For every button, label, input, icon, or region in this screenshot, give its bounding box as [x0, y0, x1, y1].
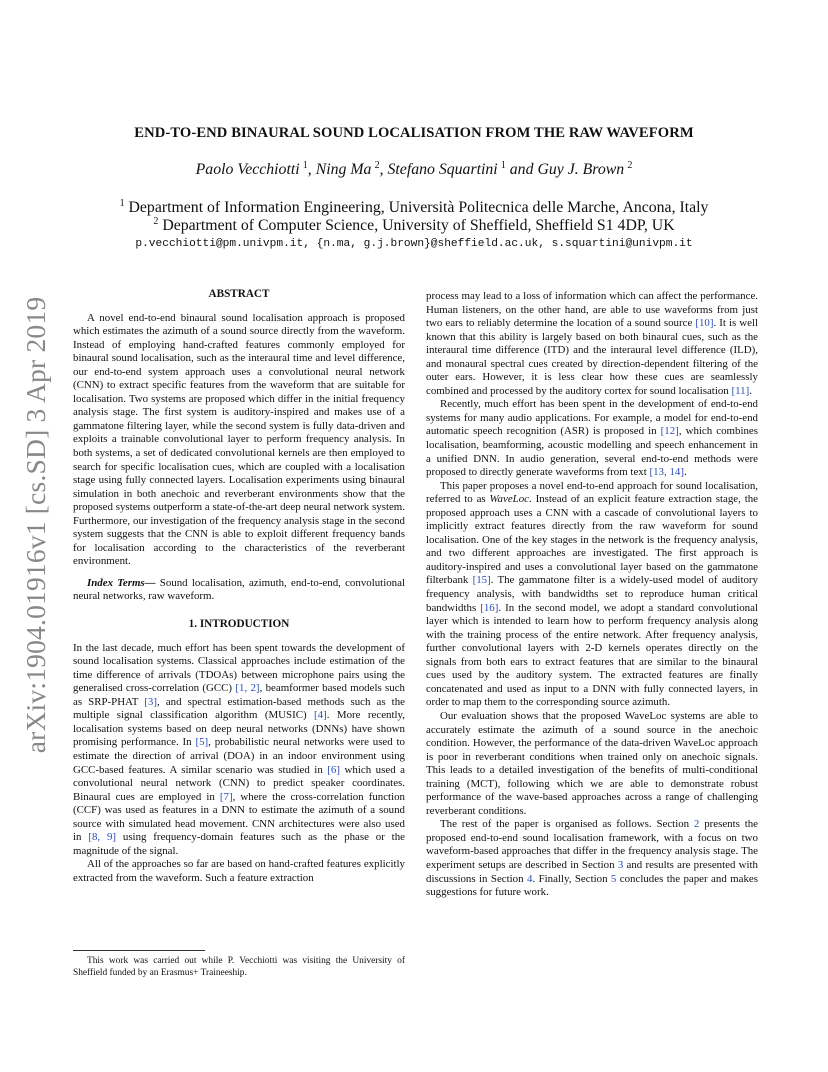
- citation-link[interactable]: [7]: [219, 790, 233, 803]
- affiliation-1: [0, 198, 828, 217]
- author-affiliation-mark: 1: [302, 160, 308, 171]
- citation-link[interactable]: [1, 2]: [235, 682, 260, 695]
- affiliation-2: [0, 216, 828, 235]
- intro-paragraph-7: The rest of the paper is organised as follows. Section 2 presents the proposed end-to-end sound localisation framework, with a focus on two waveform-based approaches that differ in the frequency analysis stage. The experiment setups are described in Section 3 and results are presented with discussions in Section 4. Finally, Section 5 concludes the paper and makes suggestions for future work.: [426, 818, 758, 899]
- left-column: [73, 288, 405, 885]
- section-link[interactable]: 3: [617, 858, 624, 871]
- citation-link[interactable]: [15]: [472, 574, 491, 587]
- footnote-divider: [73, 950, 205, 951]
- system-name: WaveLoc: [489, 493, 530, 506]
- citation-link[interactable]: [10]: [695, 317, 714, 330]
- intro-paragraph-2: All of the approaches so far are based on hand-crafted features explicitly extracted from the waveform. Such a feature extraction: [73, 858, 405, 884]
- author-name: Guy J. Brown: [537, 161, 625, 178]
- arxiv-id: arXiv:1904.01916v1 [cs.SD] 3 Apr 2019: [20, 296, 51, 754]
- citation-link[interactable]: [11]: [731, 384, 750, 397]
- affiliation-text: Department of Computer Science, University of Sheffield, Sheffield S1 4DP, UK: [162, 217, 675, 234]
- author-affiliation-mark: 1: [500, 160, 506, 171]
- section-link[interactable]: 2: [693, 818, 700, 831]
- abstract-text: A novel end-to-end binaural sound localisation approach is proposed which estimates the azimuth of a sound source directly from the waveform. Instead of employing hand-crafted features commonly employed for binaural sound localisation, such as the interaural time and level difference, our end-to-end system approach uses a convolutional neural network (CNN) to extract specific features from the waveform that are suitable for localisation. Two systems are proposed which differ in the initial frequency analysis stage. The first system is auditory-inspired and makes use of a gammatone filtering layer, while the second system is fully data-driven and exploits a trainable convolutional layer to perform frequency analysis. In both systems, a set of dedicated convolutional kernels are then employed to search for specific localisation cues, which are coupled with a localisation stage using fully connected layers. Localisation experiments using binaural simulation in both anechoic and reverberant environments show that the proposed systems outperform a state-of-the-art deep neural network system. Furthermore, our investigation of the frequency analysis stage in the second system suggests that the CNN is able to exploit different frequency bands for localisation according to the characteristics of the reverberant environment.: [73, 311, 405, 568]
- section-link[interactable]: 5: [610, 872, 617, 885]
- citation-link[interactable]: [6]: [327, 763, 340, 776]
- citation-link[interactable]: [16]: [480, 601, 499, 614]
- author-affiliation-mark: 2: [374, 160, 380, 171]
- citation-link[interactable]: [3]: [144, 695, 157, 708]
- intro-paragraph-5: This paper proposes a novel end-to-end approach for sound localisation, referred to as WaveLoc. Instead of an explicit feature extraction stage, the proposed approach uses a CNN with a cascade of convolutional layers to implicitly extract features directly from the raw waveform for sound localisation. One of the key stages in the network is the frequency analysis, and two different approaches are investigated. The first approach is auditory-inspired and uses a convolutional layer based on the gammatone filterbank [15]. The gammatone filter is a widely-used model of auditory frequency analysis, with bandwidths set to reproduce human critical bandwidths [16]. In the second model, we adopt a standard convolutional layer which is intended to learn how to perform frequency analysis along with the training process of the entire network. After frequency analysis, further convolutional layers with 2-D kernels operates directly on the signals from both ears to extract features that are similar to the binaural cues used by the auditory system. The extracted features are finally concatenated and used as input to a DNN with fully connected layers, in order to map them to the corresponding source azimuth.: [426, 479, 758, 709]
- introduction-heading: 1. INTRODUCTION: [188, 618, 290, 631]
- citation-link[interactable]: [4]: [314, 709, 327, 722]
- index-terms: [73, 577, 405, 604]
- right-column: [426, 290, 758, 900]
- author-name: Ning Ma: [315, 161, 372, 178]
- citation-link[interactable]: [8, 9]: [88, 831, 117, 844]
- citation-link[interactable]: [12]: [660, 425, 679, 438]
- section-link[interactable]: 4: [526, 872, 533, 885]
- footnote: This work was carried out while P. Vecchiotti was visiting the University of Sheffield funded by an Erasmus+ Traineeship.: [73, 956, 405, 978]
- index-terms-label: Index Terms—: [87, 576, 156, 589]
- author-list: Paolo Vecchiotti $^1$, Ning Ma $^2$, Stefano Squartini $^1$ and Guy J. Brown $^2$: [195, 160, 633, 178]
- author-emails: p.vecchiotti@pm.univpm.it, {n.ma, g.j.brown}@sheffield.ac.uk, s.squartini@univpm.it: [135, 238, 693, 250]
- affiliation-text: Department of Information Engineering, Università Politecnica delle Marche, Ancona, Italy: [128, 199, 709, 216]
- author-name: Paolo Vecchiotti: [195, 161, 300, 178]
- author-name: Stefano Squartini: [387, 161, 498, 178]
- author-affiliation-mark: 2: [627, 160, 633, 171]
- paper-title: END-TO-END BINAURAL SOUND LOCALISATION FROM THE RAW WAVEFORM: [134, 125, 694, 141]
- intro-paragraph-3: process may lead to a loss of information which can affect the performance. Human listeners, on the other hand, are able to use waveforms from just two ears to reliably determine the location of a sound source [10]. It is well known that this ability is largely based on both binaural cues, such as the interaural time difference (ITD) and the interaural level difference (ILD), and monaural spectral cues created by direction-dependent filtering of the outer ears. However, it is less clear how these cues are seamlessly combined and processed by the auditory cortex for sound localisation [11].: [426, 290, 758, 397]
- intro-paragraph-1: In the last decade, much effort has been spent towards the development of sound localisation systems. Classical approaches include estimation of the time difference of arrivals (TDOAs) between microphone pairs using the generalised cross-correlation (GCC) [1, 2], beamformer based models such as SRP-PHAT [3], and spectral estimation-based methods such as the multiple signal classification algorithm (MUSIC) [4]. More recently, localisation systems based on deep neural networks (DNNs) have shown promising performance. In [5], probabilistic neural networks were used to estimate the direction of arrival (DOA) in an indoor environment using GCC-based features. A similar scenario was studied in [6] which used a convolutional neural network (CNN) to predict speaker coordinates. Binaural cues are employed in [7], where the cross-correlation function (CCF) was used as features in a DNN to estimate the azimuth of a sound source with simulated head movement. CNN architectures were also used in [8, 9] using frequency-domain features such as the phase or the magnitude of the signal.: [73, 641, 406, 857]
- arxiv-sidebar-stamp: [14, 290, 58, 760]
- intro-paragraph-6: Our evaluation shows that the proposed WaveLoc systems are able to accurately estimate the azimuth of a sound source in the anechoic condition. However, the performance of the data-driven WaveLoc approach is poor in reverberant conditions when trained only on anechoic signals. This leads to a detailed investigation of the benefits of multi-conditional training (MCT), following which we are able to demonstrate robust performance of the wave-based approaches across a range of challenging reverberant conditions.: [426, 709, 758, 817]
- intro-paragraph-4: Recently, much effort has been spent in the development of end-to-end systems for many audio applications. For example, a model for end-to-end automatic speech recognition (ASR) is proposed in [12], which combines localisation, beamforming, acoustic modelling and speech enhancement in a unified DNN. In audio generation, several end-to-end methods were proposed to directly generate waveforms from text [13, 14].: [426, 398, 758, 479]
- abstract-heading: ABSTRACT: [208, 288, 270, 300]
- affiliation-mark: 2: [153, 216, 159, 227]
- citation-link[interactable]: [13, 14]: [649, 466, 684, 479]
- citation-link[interactable]: [5]: [195, 736, 209, 749]
- affiliation-mark: 1: [119, 198, 125, 209]
- index-terms-text: Sound localisation, azimuth, end-to-end, convolutional neural networks, raw waveform.: [73, 576, 405, 603]
